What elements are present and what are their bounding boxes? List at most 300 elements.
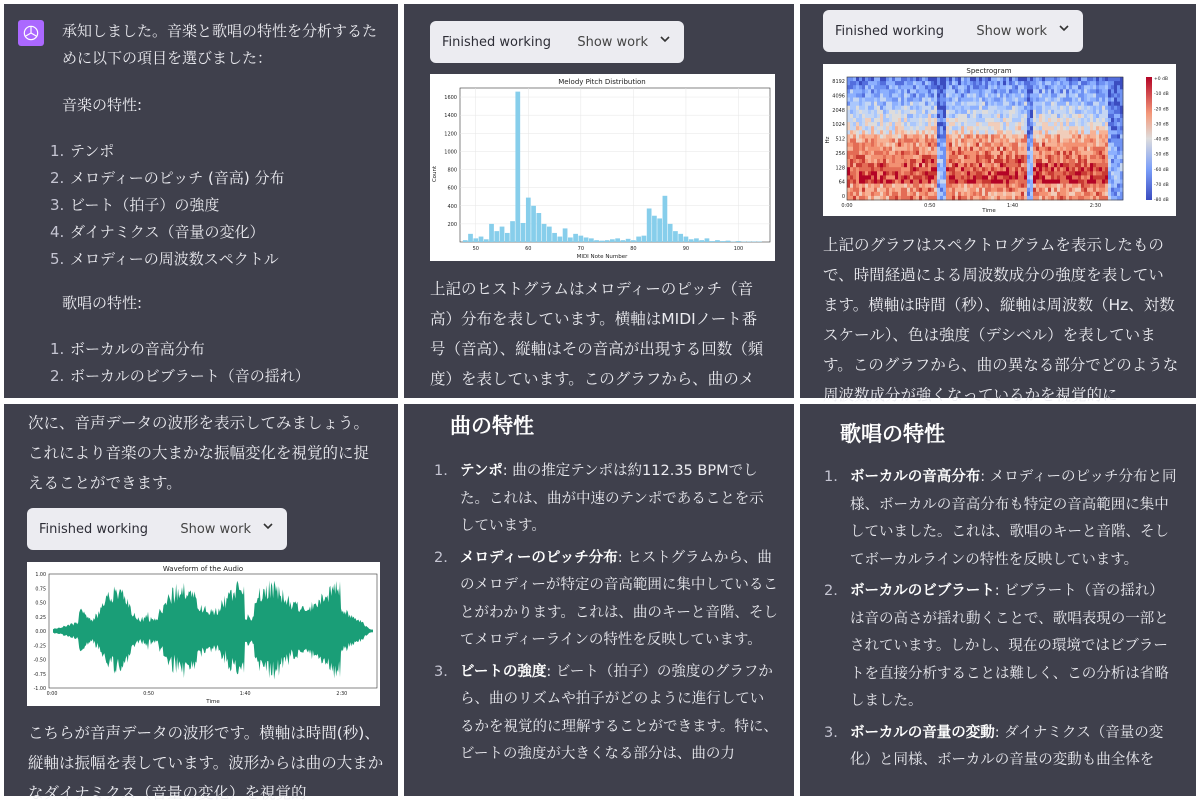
spectrogram-cell <box>985 118 988 122</box>
spectrogram-cell <box>1111 167 1114 171</box>
spectrogram-cell <box>1036 139 1039 143</box>
spectrogram-cell <box>925 118 928 122</box>
spectrogram-cell <box>916 134 919 138</box>
spectrogram-cell <box>1117 114 1120 118</box>
spectrogram-cell <box>952 110 955 114</box>
spectrogram-cell <box>991 175 994 179</box>
spectrogram-cell <box>979 188 982 192</box>
spectrogram-cell <box>925 122 928 126</box>
spectrogram-cell <box>907 192 910 196</box>
x-axis-label: MIDI Note Number <box>577 254 629 260</box>
spectrogram-cell <box>904 159 907 163</box>
spectrogram-cell <box>976 151 979 155</box>
spectrogram-cell <box>982 130 985 134</box>
spectrogram-cell <box>859 122 862 126</box>
spectrogram-cell <box>865 184 868 188</box>
spectrogram-cell <box>967 93 970 97</box>
spectrogram-cell <box>913 167 916 171</box>
spectrogram-cell <box>940 93 943 97</box>
spectrogram-cell <box>868 196 871 200</box>
spectrogram-cell <box>1024 147 1027 151</box>
spectrogram-cell <box>853 130 856 134</box>
colorbar-tick-label: -10 dB <box>1154 91 1169 97</box>
histogram-bar <box>578 236 583 242</box>
spectrogram-cell <box>1060 196 1063 200</box>
spectrogram-cell <box>1087 180 1090 184</box>
spectrogram-cell <box>1114 180 1117 184</box>
spectrogram-cell <box>880 196 883 200</box>
spectrogram-cell <box>868 126 871 130</box>
spectrogram-cell <box>1045 188 1048 192</box>
chevron-down-icon[interactable] <box>1059 23 1069 33</box>
spectrogram-cell <box>1072 143 1075 147</box>
spectrogram-cell <box>967 147 970 151</box>
spectrogram-cell <box>1081 98 1084 102</box>
spectrogram-cell <box>964 184 967 188</box>
spectrogram-cell <box>853 155 856 159</box>
spectrogram-cell <box>1024 151 1027 155</box>
finished-working-bar[interactable] <box>430 21 684 63</box>
spectrogram-cell <box>1000 180 1003 184</box>
spectrogram-cell <box>949 114 952 118</box>
spectrogram-cell <box>991 106 994 110</box>
spectrogram-cell <box>1108 139 1111 143</box>
spectrogram-cell <box>847 118 850 122</box>
spectrogram-cell <box>910 106 913 110</box>
histogram-bar <box>678 234 683 242</box>
show-work-button[interactable]: Show work <box>180 522 251 537</box>
spectrogram-cell <box>943 155 946 159</box>
spectrogram-cell <box>1018 184 1021 188</box>
spectrogram-cell <box>952 155 955 159</box>
spectrogram-cell <box>901 167 904 171</box>
spectrogram-cell <box>982 134 985 138</box>
spectrogram-cell <box>1093 143 1096 147</box>
spectrogram-cell <box>1039 134 1042 138</box>
spectrogram-cell <box>958 192 961 196</box>
spectrogram-cell <box>1093 126 1096 130</box>
spectrogram-cell <box>961 196 964 200</box>
spectrogram-cell <box>1042 93 1045 97</box>
spectrogram-cell <box>982 122 985 126</box>
spectrogram-cell <box>928 175 931 179</box>
finished-working-bar[interactable] <box>27 508 287 550</box>
spectrogram-cell <box>1051 175 1054 179</box>
spectrogram-cell <box>1114 171 1117 175</box>
spectrogram-cell <box>1087 98 1090 102</box>
spectrogram-cell <box>979 180 982 184</box>
spectrogram-cell <box>1063 106 1066 110</box>
spectrogram-cell <box>1066 110 1069 114</box>
spectrogram-cell <box>925 110 928 114</box>
spectrogram-cell <box>928 159 931 163</box>
spectrogram-cell <box>1021 192 1024 196</box>
show-work-button[interactable]: Show work <box>976 24 1047 39</box>
spectrogram-cell <box>859 147 862 151</box>
spectrogram-cell <box>1006 93 1009 97</box>
spectrogram-cell <box>907 159 910 163</box>
spectrogram-cell <box>1000 130 1003 134</box>
spectrogram-cell <box>856 143 859 147</box>
spectrogram-cell <box>895 155 898 159</box>
spectrogram-cell <box>1015 106 1018 110</box>
spectrogram-cell <box>1072 151 1075 155</box>
spectrogram-cell <box>1048 134 1051 138</box>
spectrogram-cell <box>1009 147 1012 151</box>
spectrogram-cell <box>880 98 883 102</box>
spectrogram-cell <box>1093 118 1096 122</box>
spectrogram-cell <box>895 89 898 93</box>
spectrogram-cell <box>1066 159 1069 163</box>
spectrogram-cell <box>1111 81 1114 85</box>
spectrogram-cell <box>934 151 937 155</box>
y-tick-label: 0.25 <box>35 615 46 621</box>
spectrogram-cell <box>955 106 958 110</box>
spectrogram-cell <box>856 110 859 114</box>
spectrogram-cell <box>970 126 973 130</box>
spectrogram-cell <box>970 114 973 118</box>
spectrogram-cell <box>997 126 1000 130</box>
spectrogram-cell <box>943 139 946 143</box>
spectrogram-cell <box>1081 106 1084 110</box>
spectrogram-cell <box>919 196 922 200</box>
spectrogram-cell <box>928 192 931 196</box>
spectrogram-cell <box>946 85 949 89</box>
spectrogram-cell <box>991 192 994 196</box>
spectrogram-cell <box>865 81 868 85</box>
x-tick-label: 1:40 <box>1007 203 1018 209</box>
spectrogram-cell <box>868 180 871 184</box>
spectrogram-cell <box>1063 85 1066 89</box>
spectrogram-cell <box>892 134 895 138</box>
spectrogram-cell <box>883 180 886 184</box>
spectrogram-cell <box>979 77 982 81</box>
spectrogram-cell <box>1075 155 1078 159</box>
histogram-bar <box>726 241 731 242</box>
spectrogram-cell <box>1018 110 1021 114</box>
spectrogram-cell <box>1042 184 1045 188</box>
spectrogram-cell <box>862 151 865 155</box>
spectrogram-cell <box>910 110 913 114</box>
spectrogram-cell <box>901 85 904 89</box>
spectrogram-cell <box>898 126 901 130</box>
spectrogram-cell <box>982 110 985 114</box>
spectrogram-cell <box>907 184 910 188</box>
spectrogram-cell <box>973 196 976 200</box>
spectrogram-cell <box>910 147 913 151</box>
spectrogram-cell <box>1093 85 1096 89</box>
spectrogram-cell <box>1012 77 1015 81</box>
spectrogram-cell <box>982 192 985 196</box>
spectrogram-cell <box>1039 85 1042 89</box>
spectrogram-cell <box>979 114 982 118</box>
spectrogram-cell <box>994 180 997 184</box>
spectrogram-cell <box>886 85 889 89</box>
spectrogram-cell <box>892 175 895 179</box>
x-tick-label: 0:50 <box>924 203 935 209</box>
spectrogram-cell <box>853 171 856 175</box>
spectrogram-cell <box>1117 118 1120 122</box>
spectrogram-cell <box>934 171 937 175</box>
spectrogram-cell <box>1081 89 1084 93</box>
histogram-bar <box>710 241 715 242</box>
spectrogram-cell <box>907 151 910 155</box>
spectrogram-cell <box>847 171 850 175</box>
spectrogram-cell <box>1117 98 1120 102</box>
spectrogram-cell <box>1024 130 1027 134</box>
spectrogram-cell <box>910 118 913 122</box>
spectrogram-cell <box>1051 188 1054 192</box>
spectrogram-cell <box>1030 163 1033 167</box>
spectrogram-cell <box>937 85 940 89</box>
spectrogram-cell <box>934 81 937 85</box>
spectrogram-cell <box>952 89 955 93</box>
spectrogram-cell <box>943 192 946 196</box>
spectrogram-cell <box>910 188 913 192</box>
spectrogram-cell <box>919 151 922 155</box>
spectrogram-cell <box>862 77 865 81</box>
spectrogram-cell <box>910 151 913 155</box>
spectrogram-cell <box>919 118 922 122</box>
spectrogram-cell <box>997 114 1000 118</box>
spectrogram-cell <box>1030 143 1033 147</box>
spectrogram-cell <box>931 147 934 151</box>
spectrogram-cell <box>1108 110 1111 114</box>
spectrogram-cell <box>928 134 931 138</box>
spectrogram-cell <box>925 147 928 151</box>
finished-working-bar[interactable] <box>823 10 1083 52</box>
spectrogram-cell <box>940 171 943 175</box>
spectrogram-cell <box>889 106 892 110</box>
spectrogram-cell <box>1111 188 1114 192</box>
spectrogram-cell <box>856 180 859 184</box>
spectrogram-cell <box>1069 98 1072 102</box>
spectrogram-cell <box>895 85 898 89</box>
spectrogram-cell <box>874 155 877 159</box>
spectrogram-cell <box>1000 89 1003 93</box>
y-tick-label: -1.00 <box>34 686 46 692</box>
spectrogram-cell <box>1024 126 1027 130</box>
spectrogram-cell <box>997 102 1000 106</box>
spectrogram-cell <box>1000 139 1003 143</box>
spectrogram-cell <box>1090 77 1093 81</box>
spectrogram-cell <box>1069 143 1072 147</box>
spectrogram-cell <box>988 118 991 122</box>
spectrogram-cell <box>1114 143 1117 147</box>
spectrogram-cell <box>922 196 925 200</box>
x-tick-label: 0:50 <box>143 691 154 697</box>
spectrogram-cell <box>904 102 907 106</box>
spectrogram-cell <box>1069 188 1072 192</box>
spectrogram-cell <box>907 126 910 130</box>
spectrogram-cell <box>1060 163 1063 167</box>
spectrogram-cell <box>1051 171 1054 175</box>
spectrogram-cell <box>1108 106 1111 110</box>
spectrogram-cell <box>856 184 859 188</box>
spectrogram-cell <box>919 106 922 110</box>
spectrogram-cell <box>982 188 985 192</box>
spectrogram-cell <box>898 118 901 122</box>
spectrogram-cell <box>859 163 862 167</box>
spectrogram-cell <box>1066 188 1069 192</box>
spectrogram-cell <box>958 126 961 130</box>
spectrogram-cell <box>1069 114 1072 118</box>
spectrogram-cell <box>1066 85 1069 89</box>
spectrogram-cell <box>1021 159 1024 163</box>
spectrogram-cell <box>985 114 988 118</box>
spectrogram-cell <box>1105 163 1108 167</box>
spectrogram-cell <box>871 196 874 200</box>
spectrogram-cell <box>910 155 913 159</box>
spectrogram-cell <box>853 159 856 163</box>
spectrogram-cell <box>976 85 979 89</box>
spectrogram-cell <box>1102 196 1105 200</box>
spectrogram-cell <box>949 143 952 147</box>
pitch-histogram-chart <box>430 74 775 261</box>
spectrogram-cell <box>1033 171 1036 175</box>
spectrogram-cell <box>928 196 931 200</box>
spectrogram-cell <box>889 192 892 196</box>
spectrogram-cell <box>1042 81 1045 85</box>
spectrogram-cell <box>1024 139 1027 143</box>
spectrogram-cell <box>958 159 961 163</box>
spectrogram-cell <box>1057 114 1060 118</box>
spectrogram-cell <box>952 122 955 126</box>
spectrogram-cell <box>931 81 934 85</box>
spectrogram-cell <box>973 175 976 179</box>
spectrogram-cell <box>847 93 850 97</box>
spectrogram-cell <box>970 110 973 114</box>
spectrogram-cell <box>925 184 928 188</box>
spectrogram-cell <box>913 151 916 155</box>
spectrogram-cell <box>1108 114 1111 118</box>
spectrogram-cell <box>943 180 946 184</box>
y-tick-label: 512 <box>835 137 845 143</box>
spectrogram-cell <box>1108 126 1111 130</box>
spectrogram-cell <box>961 180 964 184</box>
spectrogram-cell <box>1048 110 1051 114</box>
spectrogram-cell <box>1075 114 1078 118</box>
spectrogram-cell <box>910 167 913 171</box>
spectrogram-cell <box>1057 98 1060 102</box>
spectrogram-cell <box>1012 126 1015 130</box>
spectrogram-cell <box>847 126 850 130</box>
spectrogram-cell <box>961 151 964 155</box>
spectrogram-cell <box>901 184 904 188</box>
spectrogram-cell <box>976 139 979 143</box>
spectrogram-cell <box>916 98 919 102</box>
spectrogram-cell <box>949 126 952 130</box>
spectrogram-cell <box>997 147 1000 151</box>
spectrogram-cell <box>967 155 970 159</box>
spectrogram-cell <box>1114 134 1117 138</box>
spectrogram-cell <box>1057 85 1060 89</box>
spectrogram-cell <box>898 139 901 143</box>
spectrogram-cell <box>1021 134 1024 138</box>
spectrogram-cell <box>964 126 967 130</box>
spectrogram-cell <box>892 77 895 81</box>
spectrogram-cell <box>1108 89 1111 93</box>
spectrogram-cell <box>949 167 952 171</box>
waveform-svg <box>27 562 380 706</box>
spectrogram-cell <box>874 180 877 184</box>
spectrogram-cell <box>1042 151 1045 155</box>
spectrogram-cell <box>1075 147 1078 151</box>
spectrogram-cell <box>958 184 961 188</box>
spectrogram-cell <box>904 180 907 184</box>
spectrogram-cell <box>1015 89 1018 93</box>
spectrogram-cell <box>1069 151 1072 155</box>
spectrogram-cell <box>919 143 922 147</box>
spectrogram-cell <box>1039 122 1042 126</box>
spectrogram-cell <box>907 180 910 184</box>
spectrogram-cell <box>997 143 1000 147</box>
spectrogram-cell <box>1048 89 1051 93</box>
spectrogram-cell <box>1114 159 1117 163</box>
spectrogram-cell <box>1111 147 1114 151</box>
spectrogram-cell <box>877 175 880 179</box>
spectrogram-cell <box>907 171 910 175</box>
chevron-down-icon[interactable] <box>660 34 670 44</box>
chevron-down-icon[interactable] <box>263 521 273 531</box>
spectrogram-cell <box>913 126 916 130</box>
spectrogram-cell <box>934 126 937 130</box>
spectrogram-cell <box>1117 171 1120 175</box>
spectrogram-cell <box>1087 171 1090 175</box>
spectrogram-cell <box>1051 163 1054 167</box>
spectrogram-cell <box>997 196 1000 200</box>
show-work-button[interactable]: Show work <box>577 35 648 50</box>
spectrogram-cell <box>907 167 910 171</box>
spectrogram-cell <box>955 139 958 143</box>
spectrogram-cell <box>850 155 853 159</box>
spectrogram-cell <box>1057 167 1060 171</box>
spectrogram-cell <box>925 89 928 93</box>
spectrogram-cell <box>970 171 973 175</box>
spectrogram-cell <box>1075 77 1078 81</box>
spectrogram-cell <box>1018 85 1021 89</box>
histogram-bar <box>736 241 741 242</box>
spectrogram-cell <box>1102 106 1105 110</box>
y-tick-label: 0.75 <box>35 586 46 592</box>
spectrogram-cell <box>886 188 889 192</box>
spectrogram-cell <box>1081 85 1084 89</box>
panel-pitch-histogram <box>404 4 794 398</box>
spectrogram-cell <box>913 139 916 143</box>
y-tick-label: 200 <box>447 222 457 228</box>
spectrogram-cell <box>1075 188 1078 192</box>
spectrogram-cell <box>1081 180 1084 184</box>
spectrogram-cell <box>1009 134 1012 138</box>
spectrogram-cell <box>1081 77 1084 81</box>
spectrogram-cell <box>1039 163 1042 167</box>
spectrogram-cell <box>922 184 925 188</box>
x-tick-label: 0:00 <box>841 203 852 209</box>
spectrogram-cell <box>994 155 997 159</box>
spectrogram-cell <box>847 122 850 126</box>
waveform-area <box>53 580 373 679</box>
histogram-bar <box>673 231 678 242</box>
spectrogram-cell <box>988 143 991 147</box>
spectrogram-cell <box>1021 188 1024 192</box>
spectrogram-cell <box>955 89 958 93</box>
spectrogram-cell <box>1072 192 1075 196</box>
histogram-bar <box>489 224 494 242</box>
spectrogram-cell <box>847 163 850 167</box>
spectrogram-cell <box>1030 89 1033 93</box>
spectrogram-cell <box>1042 114 1045 118</box>
spectrogram-cell <box>931 180 934 184</box>
